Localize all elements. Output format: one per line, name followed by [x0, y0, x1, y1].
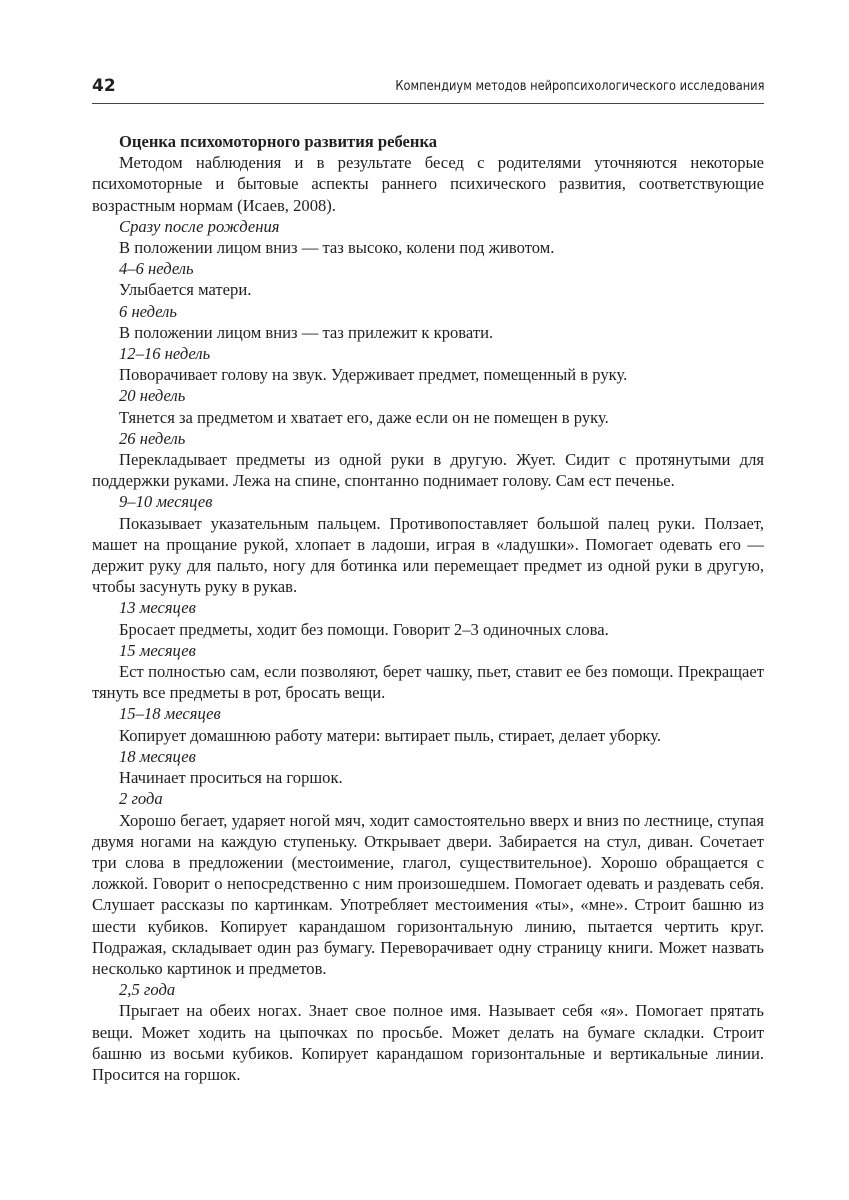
stage-description: Показывает указательным пальцем. Противопоставляет большой палец руки. Ползает, машет на прощание рукой, хлопает в ладоши, играя в «ладушки». Помогает одевать его — держит руку для пальто, ногу для ботинка или перемещает предмет из одной руки в другую, чтобы засунуть руку в рукав. [92, 513, 764, 597]
stage-description: Начинает проситься на горшок. [119, 768, 343, 788]
stage-description: Улыбается матери. [119, 280, 252, 300]
stage-age: 18 месяцев [119, 746, 196, 766]
section-heading: Оценка психомоторного развития ребенка [119, 132, 438, 151]
stage-age: 9–10 месяцев [119, 492, 213, 512]
stage-age: 26 недель [119, 428, 186, 448]
stage-age: 20 недель [119, 386, 186, 406]
stage-description: Прыгает на обеих ногах. Знает свое полное имя. Называет себя «я». Помогает прятать вещи. Может ходить на цыпочках по просьбе. Может делать на бумаге складки. Строит башню из восьми кубиков. Копирует карандашом горизонтальные и вертикальные линии. Просится на горшок. [92, 1001, 764, 1084]
header-rule [92, 103, 764, 104]
stage-age: 15–18 месяцев [119, 704, 221, 724]
page-number: 42 [92, 76, 116, 96]
stage-age: 2 года [119, 789, 163, 809]
stage-age: 2,5 года [119, 980, 176, 1000]
stage-description: В положении лицом вниз — таз прилежит к кровати. [119, 322, 494, 342]
stage-description: Бросает предметы, ходит без помощи. Говорит 2–3 одиночных слова. [119, 619, 609, 639]
stage-description: Копирует домашнюю работу матери: вытирает пыль, стирает, делает уборку. [119, 725, 662, 745]
stage-description: Ест полностью сам, если позволяют, берет чашку, пьет, ставит ее без помощи. Прекращает тянуть все предметы в рот, бросать вещи. [92, 662, 764, 703]
stage-description: Поворачивает голову на звук. Удерживает предмет, помещенный в руку. [119, 365, 628, 385]
running-header [92, 74, 764, 104]
stage-age: Сразу после рождения [119, 216, 280, 236]
stage-description: В положении лицом вниз — таз высоко, колени под животом. [119, 238, 555, 258]
running-title: Компендиум методов нейропсихологического исследования [394, 79, 764, 94]
stage-age: 15 месяцев [119, 640, 196, 660]
stage-age: 13 месяцев [119, 598, 196, 618]
body-text [92, 131, 764, 1085]
stage-age: 6 недель [119, 301, 177, 321]
stage-description: Хорошо бегает, ударяет ногой мяч, ходит самостоятельно вверх и вниз по лестнице, ступая двумя ногами на каждую ступеньку. Открывает двери. Забирается на стул, диван. Сочетает три слова в предложении (местоимение, глагол, существительное). Хорошо обращается с ложкой. Говорит о непосредственно с ним произошедшем. Помогает одевать и раздевать себя. Слушает рассказы по картинкам. Употребляет местоимения «ты», «мне». Строит башню из шести кубиков. Копирует карандашом горизонтальную линию, пытается чертить круг. Подражая, складывает один раз бумагу. Переворачивает одну страницу книги. Может назвать несколько картинок и предметов. [92, 810, 764, 978]
stage-age: 12–16 недель [119, 344, 211, 364]
stage-age: 4–6 недель [119, 259, 194, 279]
stage-description: Тянется за предметом и хватает его, даже если он не помещен в руку. [119, 407, 609, 427]
intro-paragraph: Методом наблюдения и в результате бесед с родителями уточняются некоторые психомоторные и бытовые аспекты раннего психического развития, соответствующие возрастным нормам (Исаев, 2008). [92, 153, 764, 215]
stage-description: Перекладывает предметы из одной руки в другую. Жует. Сидит с протянутыми для поддержки руками. Лежа на спине, спонтанно поднимает голову. Сам ест печенье. [92, 450, 764, 491]
